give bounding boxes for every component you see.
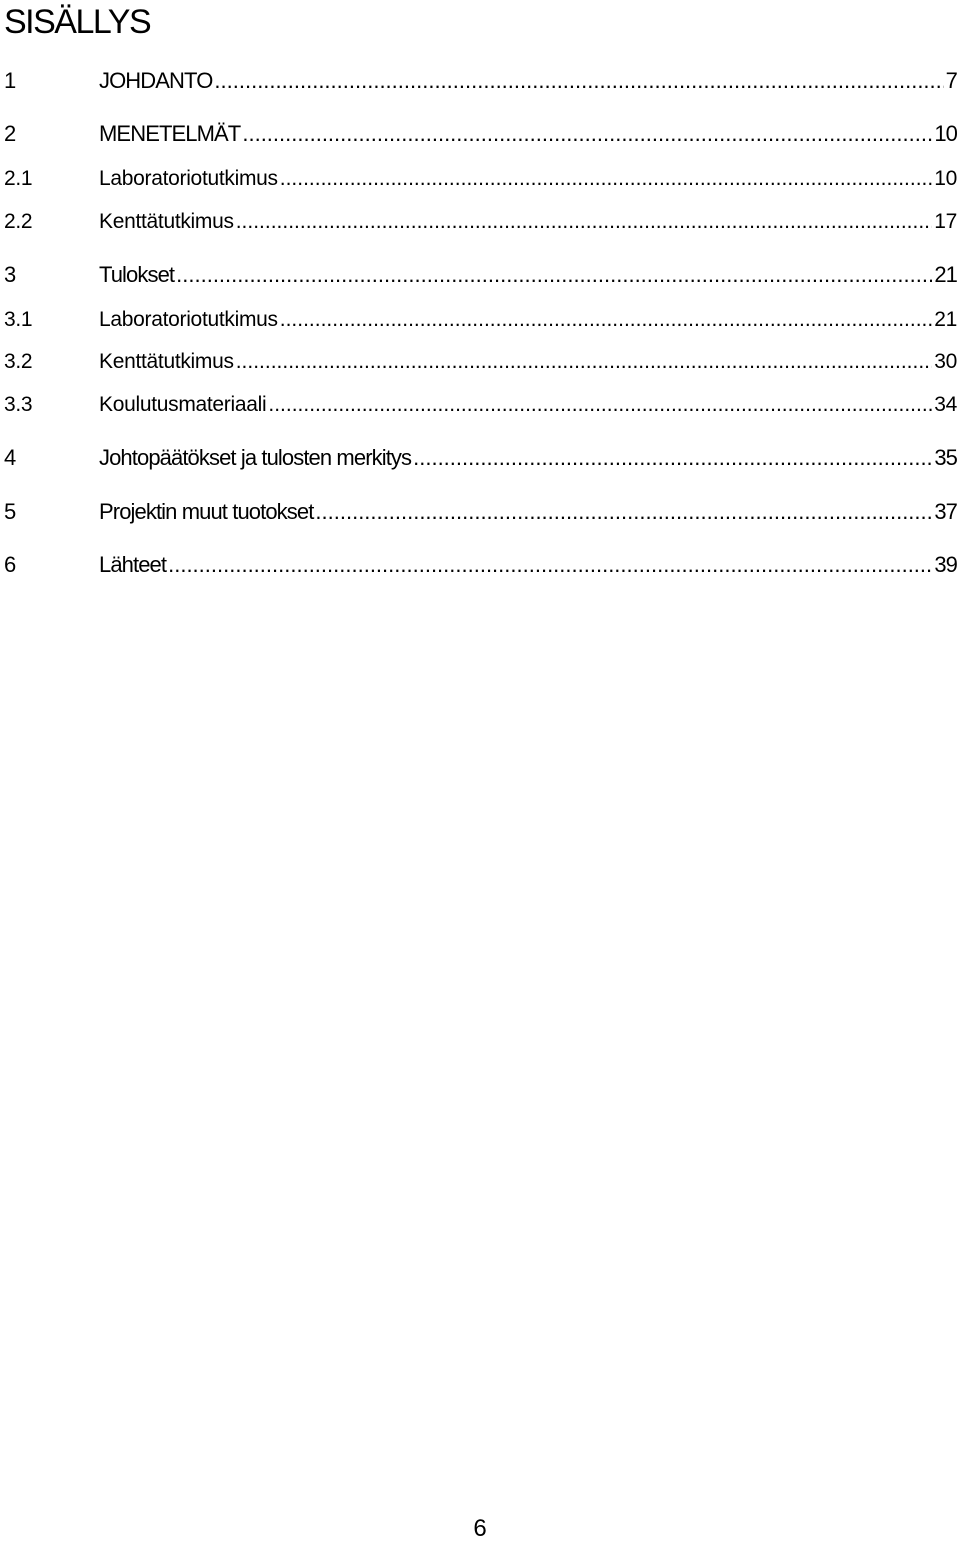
toc-entry-3-2[interactable]: [0, 350, 957, 380]
toc-entry-number: 3.1: [4, 308, 33, 331]
toc-entry-number: 3.2: [4, 350, 33, 373]
toc-entry-page: 34: [934, 393, 957, 416]
toc-entry-page: 21: [934, 262, 957, 287]
toc-entry-3-1[interactable]: [0, 308, 957, 338]
toc-entry-label: Laboratoriotutkimus: [99, 308, 278, 331]
toc-entry-5[interactable]: [0, 499, 957, 529]
toc-entry-4[interactable]: [0, 445, 957, 475]
toc-entry-label: Lähteet: [99, 552, 167, 577]
toc-dot-leader: [280, 167, 933, 191]
toc-entry-page: 10: [934, 121, 957, 146]
toc-entry-page: 17: [934, 210, 957, 233]
toc-entry-number: 4: [4, 445, 16, 470]
toc-entry-label: Kenttätutkimus: [99, 350, 234, 373]
toc-entry-page: 39: [934, 552, 957, 577]
toc-dot-leader: [280, 308, 933, 332]
toc-dot-leader: [214, 68, 943, 94]
page-number: 6: [473, 1515, 487, 1542]
toc-entry-page: 21: [934, 308, 957, 331]
toc-entry-label: Laboratoriotutkimus: [99, 167, 278, 190]
toc-entry-label: Tulokset: [99, 262, 175, 287]
toc-entry-page: 10: [934, 167, 957, 190]
toc-entry-page: 30: [934, 350, 957, 373]
toc-entry-page: 7: [945, 68, 957, 93]
toc-dot-leader: [236, 350, 933, 374]
toc-dot-leader: [242, 121, 932, 147]
toc-dot-leader: [236, 210, 933, 234]
toc-entry-1[interactable]: [0, 68, 957, 98]
toc-entry-label: Kenttätutkimus: [99, 210, 234, 233]
toc-dot-leader: [168, 552, 932, 578]
toc-entry-label: Projektin muut tuotokset: [99, 499, 314, 524]
toc-entry-number: 5: [4, 499, 16, 524]
toc-dot-leader: [413, 445, 932, 471]
toc-dot-leader: [268, 393, 932, 417]
toc-entry-number: 3.3: [4, 393, 33, 416]
toc-dot-leader: [315, 499, 932, 525]
toc-entry-number: 2.1: [4, 167, 33, 190]
toc-entry-6[interactable]: [0, 552, 957, 582]
toc-title: SISÄLLYS: [4, 3, 151, 41]
toc-dot-leader: [176, 262, 932, 288]
toc-entry-page: 37: [934, 499, 957, 524]
toc-entry-number: 3: [4, 262, 16, 287]
toc-entry-page: 35: [934, 445, 957, 470]
toc-entry-3[interactable]: [0, 262, 957, 292]
toc-entry-number: 1: [4, 68, 16, 93]
toc-entry-number: 6: [4, 552, 16, 577]
toc-entry-2-2[interactable]: [0, 210, 957, 240]
toc-entry-label: Johtopäätökset ja tulosten merkitys: [99, 445, 412, 470]
toc-entry-2-1[interactable]: [0, 167, 957, 197]
toc-entry-label: MENETELMÄT: [99, 121, 241, 146]
toc-entry-2[interactable]: [0, 121, 957, 151]
toc-entry-label: JOHDANTO: [99, 68, 213, 93]
toc-entry-number: 2: [4, 121, 16, 146]
toc-entry-3-3[interactable]: [0, 393, 957, 423]
toc-entry-label: Koulutusmateriaali: [99, 393, 267, 416]
toc-entry-number: 2.2: [4, 210, 33, 233]
